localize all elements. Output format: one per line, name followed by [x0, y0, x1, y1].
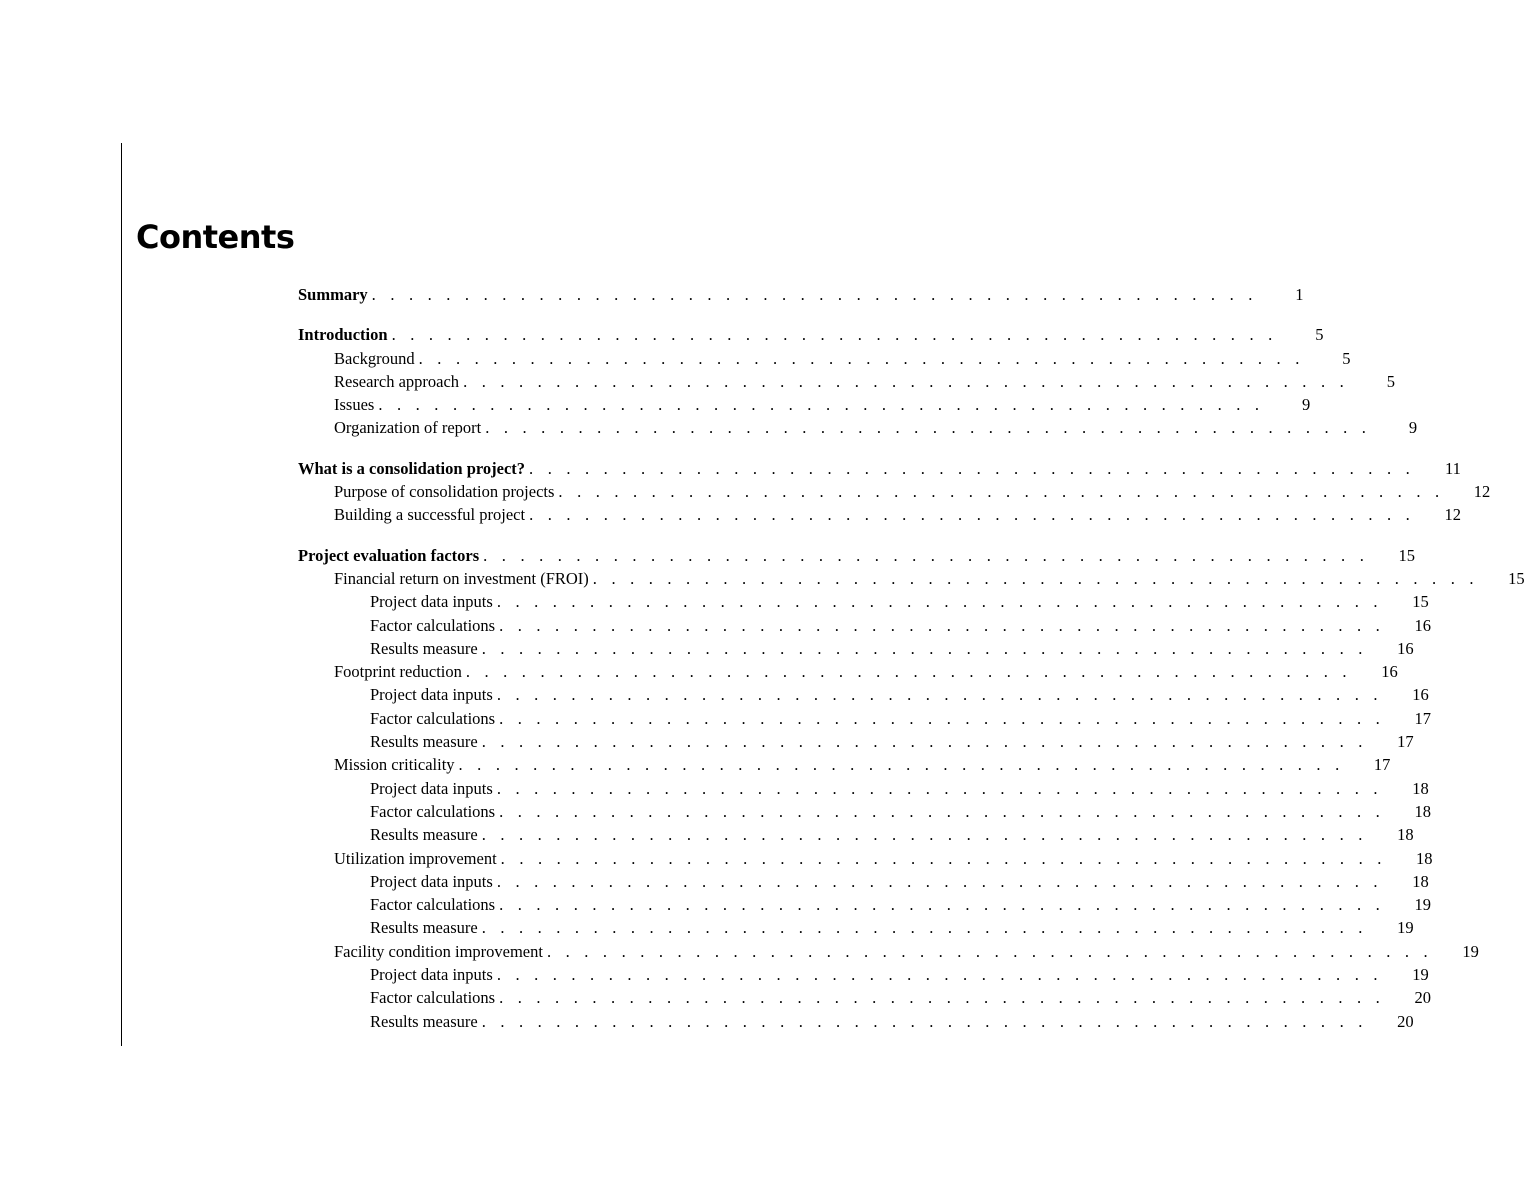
toc-entry-page-number: 1: [1295, 285, 1304, 304]
toc-entry[interactable]: [298, 870, 1429, 893]
toc-entry-label: Project data inputs: [370, 965, 493, 985]
toc-entry-label: Building a successful project: [334, 505, 526, 525]
toc-entry[interactable]: [298, 503, 1461, 526]
toc-entry-page-number: 15: [1412, 592, 1429, 612]
dot-leader: . . . . . . . . . . . . . . . . . . . . . . . . . . . . . . . . . . . . . . . . . . . . . . . .: [481, 732, 1368, 752]
toc-entry-page-number: 17: [1414, 708, 1431, 728]
toc-entry-label: Project data inputs: [370, 685, 493, 705]
toc-entry-page-number: 19: [1414, 895, 1431, 915]
toc-entry[interactable]: [298, 940, 1479, 963]
toc-entry[interactable]: [298, 614, 1431, 637]
dot-leader: . . . . . . . . . . . . . . . . . . . . . . . . . . . . . . . . . . . . . . . . . . . . . . . .: [496, 592, 1383, 612]
toc-entry[interactable]: [298, 800, 1431, 823]
toc-entry-label: Introduction: [298, 325, 388, 345]
dot-leader: . . . . . . . . . . . . . . . . . . . . . . . . . . . . . . . . . . . . . . . . . . . . . . . .: [481, 825, 1368, 845]
toc-entry[interactable]: [298, 683, 1429, 706]
dot-leader: . . . . . . . . . . . . . . . . . . . . . . . . . . . . . . . . . . . . . . . . . . . . . . . .: [371, 285, 1258, 304]
dot-leader: . . . . . . . . . . . . . . . . . . . . . . . . . . . . . . . . . . . . . . . . . . . . . . . .: [391, 325, 1278, 345]
toc-entry[interactable]: [298, 707, 1431, 730]
toc-entry[interactable]: [298, 777, 1429, 800]
dot-leader: . . . . . . . . . . . . . . . . . . . . . . . . . . . . . . . . . . . . . . . . . . . . . . . .: [499, 615, 1385, 635]
toc-entry-page-number: 5: [1315, 325, 1324, 345]
toc-entry[interactable]: [298, 986, 1431, 1009]
dot-leader: . . . . . . . . . . . . . . . . . . . . . . . . . . . . . . . . . . . . . . . . . . . . . . . .: [465, 662, 1352, 682]
toc-entry-label: Footprint reduction: [334, 662, 462, 682]
dot-leader: . . . . . . . . . . . . . . . . . . . . . . . . . . . . . . . . . . . . . . . . . . . . . . . .: [592, 568, 1479, 588]
toc-entry[interactable]: [298, 963, 1429, 986]
toc-entry-page-number: 18: [1412, 871, 1429, 891]
dot-leader: . . . . . . . . . . . . . . . . . . . . . . . . . . . . . . . . . . . . . . . . . . . . . . . .: [496, 778, 1383, 798]
toc-entry-page-number: 16: [1414, 615, 1431, 635]
dot-leader: . . . . . . . . . . . . . . . . . . . . . . . . . . . . . . . . . . . . . . . . . . . . . . . .: [481, 638, 1368, 658]
dot-leader: . . . . . . . . . . . . . . . . . . . . . . . . . . . . . . . . . . . . . . . . . . . . . . . .: [499, 895, 1385, 915]
toc-entry-page-number: 17: [1397, 732, 1414, 752]
dot-leader: . . . . . . . . . . . . . . . . . . . . . . . . . . . . . . . . . . . . . . . . . . . . . . . .: [546, 941, 1433, 961]
toc-entry[interactable]: [298, 544, 1416, 567]
dot-leader: . . . . . . . . . . . . . . . . . . . . . . . . . . . . . . . . . . . . . . . . . . . . . . . .: [500, 848, 1387, 868]
page-title: Contents: [136, 218, 295, 256]
toc-entry[interactable]: [298, 480, 1491, 503]
toc-entry[interactable]: [298, 393, 1311, 416]
toc-entry[interactable]: [298, 283, 1304, 306]
dot-leader: . . . . . . . . . . . . . . . . . . . . . . . . . . . . . . . . . . . . . . . . . . . . . . . .: [483, 545, 1370, 565]
toc-entry-label: Project evaluation factors: [298, 545, 480, 565]
toc-entry-label: Purpose of consolidation projects: [334, 482, 555, 502]
toc-entry-label: Issues: [334, 395, 375, 415]
toc-entry-page-number: 12: [1444, 505, 1461, 525]
toc-entry-label: Factor calculations: [370, 801, 496, 821]
toc-entry-page-number: 18: [1416, 848, 1433, 868]
toc-entry[interactable]: [298, 847, 1433, 870]
toc-entry[interactable]: [298, 590, 1429, 613]
toc-entry-page-number: 19: [1412, 965, 1429, 985]
dot-leader: . . . . . . . . . . . . . . . . . . . . . . . . . . . . . . . . . . . . . . . . . . . . . . . .: [558, 482, 1445, 502]
dot-leader: . . . . . . . . . . . . . . . . . . . . . . . . . . . . . . . . . . . . . . . . . . . . . . . .: [496, 685, 1383, 705]
toc-entry-label: Utilization improvement: [334, 848, 497, 868]
toc-entry-label: Project data inputs: [370, 871, 493, 891]
toc-entry-page-number: 12: [1473, 482, 1491, 502]
toc-entry[interactable]: [298, 637, 1414, 660]
toc-entry[interactable]: [298, 416, 1418, 439]
dot-leader: . . . . . . . . . . . . . . . . . . . . . . . . . . . . . . . . . . . . . . . . . . . . . . . .: [499, 801, 1385, 821]
toc-entry-page-number: 16: [1412, 685, 1429, 705]
toc-entry-label: Financial return on investment (FROI): [334, 568, 589, 588]
dot-leader: . . . . . . . . . . . . . . . . . . . . . . . . . . . . . . . . . . . . . . . . . . . . . . . .: [496, 871, 1383, 891]
margin-rule: [121, 143, 122, 1046]
dot-leader: . . . . . . . . . . . . . . . . . . . . . . . . . . . . . . . . . . . . . . . . . . . . . . . .: [499, 708, 1385, 728]
dot-leader: . . . . . . . . . . . . . . . . . . . . . . . . . . . . . . . . . . . . . . . . . . . . . . . .: [529, 458, 1415, 478]
toc-entry-page-number: 18: [1397, 825, 1414, 845]
toc-entry[interactable]: [298, 347, 1351, 370]
toc-entry-label: Mission criticality: [334, 755, 455, 775]
toc-entry-label: Results measure: [370, 638, 478, 658]
toc-entry-page-number: 16: [1381, 662, 1398, 682]
toc-entry-page-number: 17: [1373, 755, 1391, 775]
toc-entry[interactable]: [298, 323, 1324, 346]
dot-leader: . . . . . . . . . . . . . . . . . . . . . . . . . . . . . . . . . . . . . . . . . . . . . . . .: [499, 988, 1385, 1008]
dot-leader: . . . . . . . . . . . . . . . . . . . . . . . . . . . . . . . . . . . . . . . . . . . . . . . .: [458, 755, 1345, 775]
toc-entry-page-number: 11: [1445, 458, 1461, 478]
toc-entry-label: Results measure: [370, 825, 478, 845]
toc-entry-label: What is a consolidation project?: [298, 458, 526, 478]
dot-leader: . . . . . . . . . . . . . . . . . . . . . . . . . . . . . . . . . . . . . . . . . . . . . . . .: [463, 371, 1349, 391]
toc-entry[interactable]: [298, 1010, 1414, 1033]
toc-entry[interactable]: [298, 457, 1461, 480]
toc-entry[interactable]: [298, 823, 1414, 846]
table-of-contents: [298, 283, 1525, 1033]
dot-leader: . . . . . . . . . . . . . . . . . . . . . . . . . . . . . . . . . . . . . . . . . . . . . . . .: [529, 505, 1415, 525]
toc-entry-page-number: 15: [1398, 545, 1416, 565]
toc-entry-label: Facility condition improvement: [334, 941, 543, 961]
toc-entry-label: Project data inputs: [370, 592, 493, 612]
toc-entry-label: Factor calculations: [370, 988, 496, 1008]
toc-entry-label: Project data inputs: [370, 778, 493, 798]
dot-leader: . . . . . . . . . . . . . . . . . . . . . . . . . . . . . . . . . . . . . . . . . . . . . . . .: [378, 395, 1265, 415]
toc-entry-label: Organization of report: [334, 418, 482, 438]
dot-leader: . . . . . . . . . . . . . . . . . . . . . . . . . . . . . . . . . . . . . . . . . . . . . . . .: [481, 1011, 1368, 1031]
toc-entry-label: Results measure: [370, 732, 478, 752]
toc-entry[interactable]: [298, 916, 1414, 939]
toc-entry-page-number: 16: [1397, 638, 1414, 658]
toc-entry-page-number: 20: [1397, 1011, 1414, 1031]
dot-leader: . . . . . . . . . . . . . . . . . . . . . . . . . . . . . . . . . . . . . . . . . . . . . . . .: [418, 348, 1305, 368]
toc-entry[interactable]: [298, 893, 1431, 916]
toc-entry-page-number: 18: [1412, 778, 1429, 798]
toc-entry[interactable]: [298, 567, 1525, 590]
toc-entry-page-number: 9: [1301, 395, 1311, 415]
toc-entry[interactable]: [298, 660, 1398, 683]
toc-entry[interactable]: [298, 370, 1395, 393]
toc-entry-page-number: 9: [1408, 418, 1418, 438]
toc-entry-page-number: 15: [1508, 568, 1525, 588]
toc-entry-page-number: 20: [1414, 988, 1431, 1008]
toc-entry-page-number: 18: [1414, 801, 1431, 821]
toc-entry-label: Results measure: [370, 1011, 478, 1031]
toc-entry[interactable]: [298, 753, 1391, 776]
toc-entry-label: Results measure: [370, 918, 478, 938]
toc-entry-label: Factor calculations: [370, 895, 496, 915]
toc-entry-label: Background: [334, 348, 415, 368]
dot-leader: . . . . . . . . . . . . . . . . . . . . . . . . . . . . . . . . . . . . . . . . . . . . . . . .: [481, 918, 1368, 938]
toc-entry[interactable]: [298, 730, 1414, 753]
toc-entry-page-number: 5: [1386, 371, 1395, 391]
toc-entry-label: Factor calculations: [370, 615, 496, 635]
toc-entry-page-number: 5: [1342, 348, 1351, 368]
toc-entry-page-number: 19: [1397, 918, 1414, 938]
toc-entry-label: Factor calculations: [370, 708, 496, 728]
toc-entry-label: Research approach: [334, 371, 460, 391]
toc-entry-label: Summary: [298, 285, 368, 304]
dot-leader: . . . . . . . . . . . . . . . . . . . . . . . . . . . . . . . . . . . . . . . . . . . . . . . .: [496, 965, 1383, 985]
toc-entry-page-number: 19: [1462, 941, 1479, 961]
dot-leader: . . . . . . . . . . . . . . . . . . . . . . . . . . . . . . . . . . . . . . . . . . . . . . . .: [485, 418, 1372, 438]
